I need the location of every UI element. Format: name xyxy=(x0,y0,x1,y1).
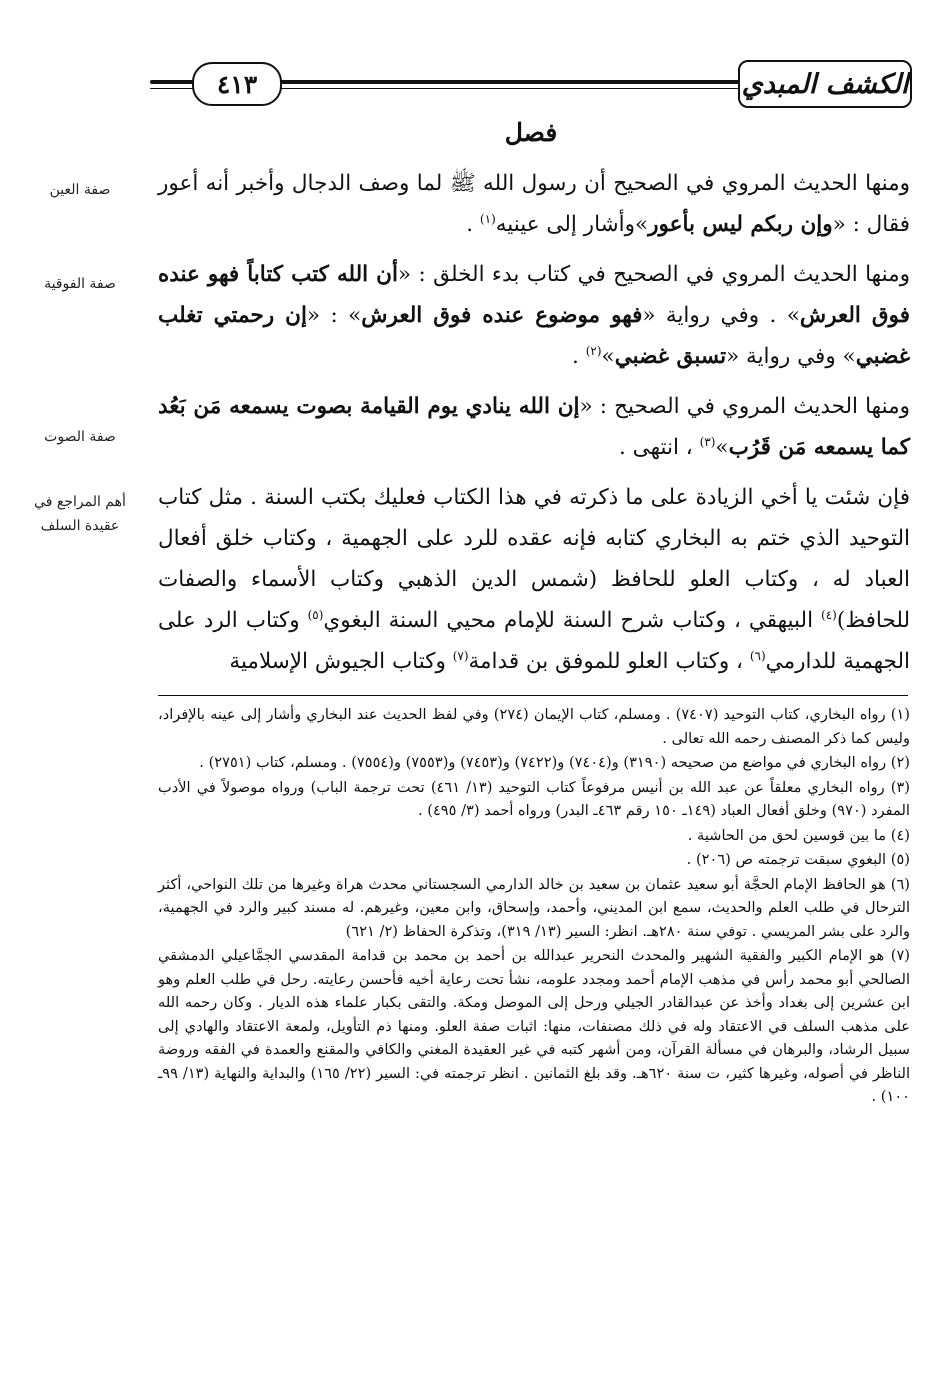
text: » : « xyxy=(306,303,362,328)
hadith-quote: إن الله ينادي يوم القيامة بصوت يسمعه مَن بَعُد كما يسمعه مَن قَرُب xyxy=(158,394,910,460)
footnote-3: (٣) رواه البخاري معلقاً عن عبد الله بن أنيس مرفوعاً كتاب التوحيد (١٣/ ٤٦١) تحت ترجمة الباب) ورواه موصولاً في الأدب المفرد (٩٧٠) وخلق أفعال العباد (١٤٩ـ ١٥٠ رقم ٤٦٣ـ البدر) ورواه أحمد (٣/ ٤٩٥) . xyxy=(158,778,910,819)
text: ومنها الحديث المروي في الصحيح : « xyxy=(579,394,910,419)
margin-note-eye: صفة العين xyxy=(49,182,111,198)
footnote-separator xyxy=(158,695,908,696)
paragraph-eye xyxy=(158,163,910,245)
paragraph-voice xyxy=(158,386,910,468)
text: » xyxy=(715,435,729,460)
section-title: فصل xyxy=(504,118,558,147)
hadith-quote: أن الله كتب كتاباً فهو عنده فوق العرش xyxy=(158,262,910,328)
footnote-5: (٥) البغوي سبقت ترجمته ص (٢٠٦) . xyxy=(686,851,910,868)
margin-note-aboveness: صفة الفوقية xyxy=(44,276,116,292)
footnote-1: (١) رواه البخاري، كتاب التوحيد (٧٤٠٧) . ومسلم، كتاب الإيمان (٢٧٤) وفي لفظ الحديث عند البخاري وأشار إلى عينه بالإفراد، وليس كما ذكر المصنف رحمه الله تعالى . xyxy=(158,706,910,747)
hadith-quote: إن رحمتي تغلب غضبي xyxy=(158,303,910,369)
text: فإن شئت يا أخي الزيادة على ما ذكرته في هذا الكتاب فعليك بكتب السنة . مثل كتاب التوحيد الذي ختم به البخاري كتابه فإنه عقده للرد على الجهمية ، وكتاب خلق أفعال العباد له ، وكتاب العلو للحافظ (شمس الدين الذهبي وكتاب الأسماء والصفات للحافظ) xyxy=(158,485,910,633)
footnote-4: (٤) ما بين قوسين لحق من الحاشية . xyxy=(687,826,910,844)
paragraph-aboveness xyxy=(158,254,910,377)
text: ومنها الحديث المروي في الصحيح في كتاب بدء الخلق : « xyxy=(397,262,910,287)
text: » xyxy=(601,344,615,369)
text: وكتاب الجيوش الإسلامية xyxy=(229,649,453,674)
running-header xyxy=(150,58,912,108)
text: وكتاب الرد على الجهمية للدارمي xyxy=(158,608,910,674)
margin-note-references: أهم المراجع في عقيدة السلف xyxy=(34,494,126,534)
margin-note-voice: صفة الصوت xyxy=(44,429,116,445)
text: البيهقي ، وكتاب شرح السنة للإمام محيي السنة البغوي xyxy=(323,608,821,633)
footnotes xyxy=(158,703,910,1110)
footnote-2: (٢) رواه البخاري في مواضع من صحيحه (٣١٩٠) و(٧٤٠٤) و(٧٤٢٢) و(٧٤٥٣) و(٧٥٥٣) و(٧٥٥٤) . ومسلم، كتاب (٢٧٥١) . xyxy=(199,754,910,771)
footnote-ref: (٧) xyxy=(452,648,469,663)
text: »وأشار إلى عينيه xyxy=(495,212,649,237)
footnote-ref: (٢) xyxy=(585,343,602,358)
hadith-quote: وإن ربكم ليس بأعور xyxy=(648,212,833,237)
footnote-6: (٦) هو الحافظ الإمام الحجَّة أبو سعيد عثمان بن سعيد بن خالد الدارمي السجستاني محدث هراة وغيرها من تلك النواحي، أكثر الترحال في طلب العلم والحديث، سمع ابن المديني، وأحمد، وإسحاق، وابن معين، وغيرهم. له مسند كبير والرد في الجهمية، والرد على بشر المريسي . توفي سنة ٢٨٠هـ. انظر: السير (١٣/ ٣١٩)، وتذكرة الحفاظ (٢/ ٦٢١) xyxy=(158,875,910,940)
text: ، وكتاب العلو للموفق بن قدامة xyxy=(468,649,750,674)
hadith-quote: تسبق غضبي xyxy=(614,344,727,369)
paragraph-references xyxy=(158,477,910,682)
text: . xyxy=(466,212,480,237)
footnote-ref: (١) xyxy=(479,211,496,226)
main-text xyxy=(158,163,910,691)
footnote-ref: (٦) xyxy=(749,648,766,663)
hadith-quote: فهو موضوع عنده فوق العرش xyxy=(361,303,643,328)
text: . xyxy=(572,344,586,369)
footnote-ref: (٣) xyxy=(699,434,716,449)
text: ومنها الحديث المروي في الصحيح أن رسول الله ﷺ لما وصف الدجال وأخبر أنه أعور فقال : « xyxy=(158,171,910,237)
footnote-ref: (٤) xyxy=(821,607,837,622)
footnote-7: (٧) هو الإمام الكبير والفقية الشهير والمحدث النحرير عبدالله بن أحمد بن محمد بن قدامة المقدسي الجمَّاعيلي الدمشقي الصالحي أبو محمد رأس في مذهب الإمام أحمد ومجدد علومه، نشأ تحت رعاية أخيه فأحسن رعايته. رحل في طلب العلم وهو ابن عشرين إلى بغداد وأخذ عن عبدالقادر الجيلي ورحل إلى الموصل ومكة. والتقى بكبار علماء هذه الديار . وكان رحمه الله على مذهب السلف في الاعتقاد وله في ذلك مصنفات، منها: اثبات صفة العلو. ومنها ذم التأويل، ولمعة الاعتقاد والهادي إلى سبيل الرشاد، والبرهان في مسألة القرآن، ومن أشهر كتبه في غير العقيدة المغني والكافي والمقنع والعمدة في الفقه وروضة الناظر في أصوله، وغيرها كثير، ت سنة ٦٢٠هـ. وقد بلغ الثمانين . انظر ترجمته في: السير (٢٢/ ١٦٥) والبداية والنهاية (١٣/ ٩٩ـ ١٠٠) . xyxy=(158,947,910,1105)
text: » وفي رواية « xyxy=(726,344,856,369)
text: » . وفي رواية « xyxy=(642,303,800,328)
book-title: الكشف المبدي xyxy=(738,60,912,108)
page-number: ٤١٣ xyxy=(192,62,282,106)
footnote-ref: (٥) xyxy=(307,607,324,622)
text: ، انتهى . xyxy=(619,435,700,460)
